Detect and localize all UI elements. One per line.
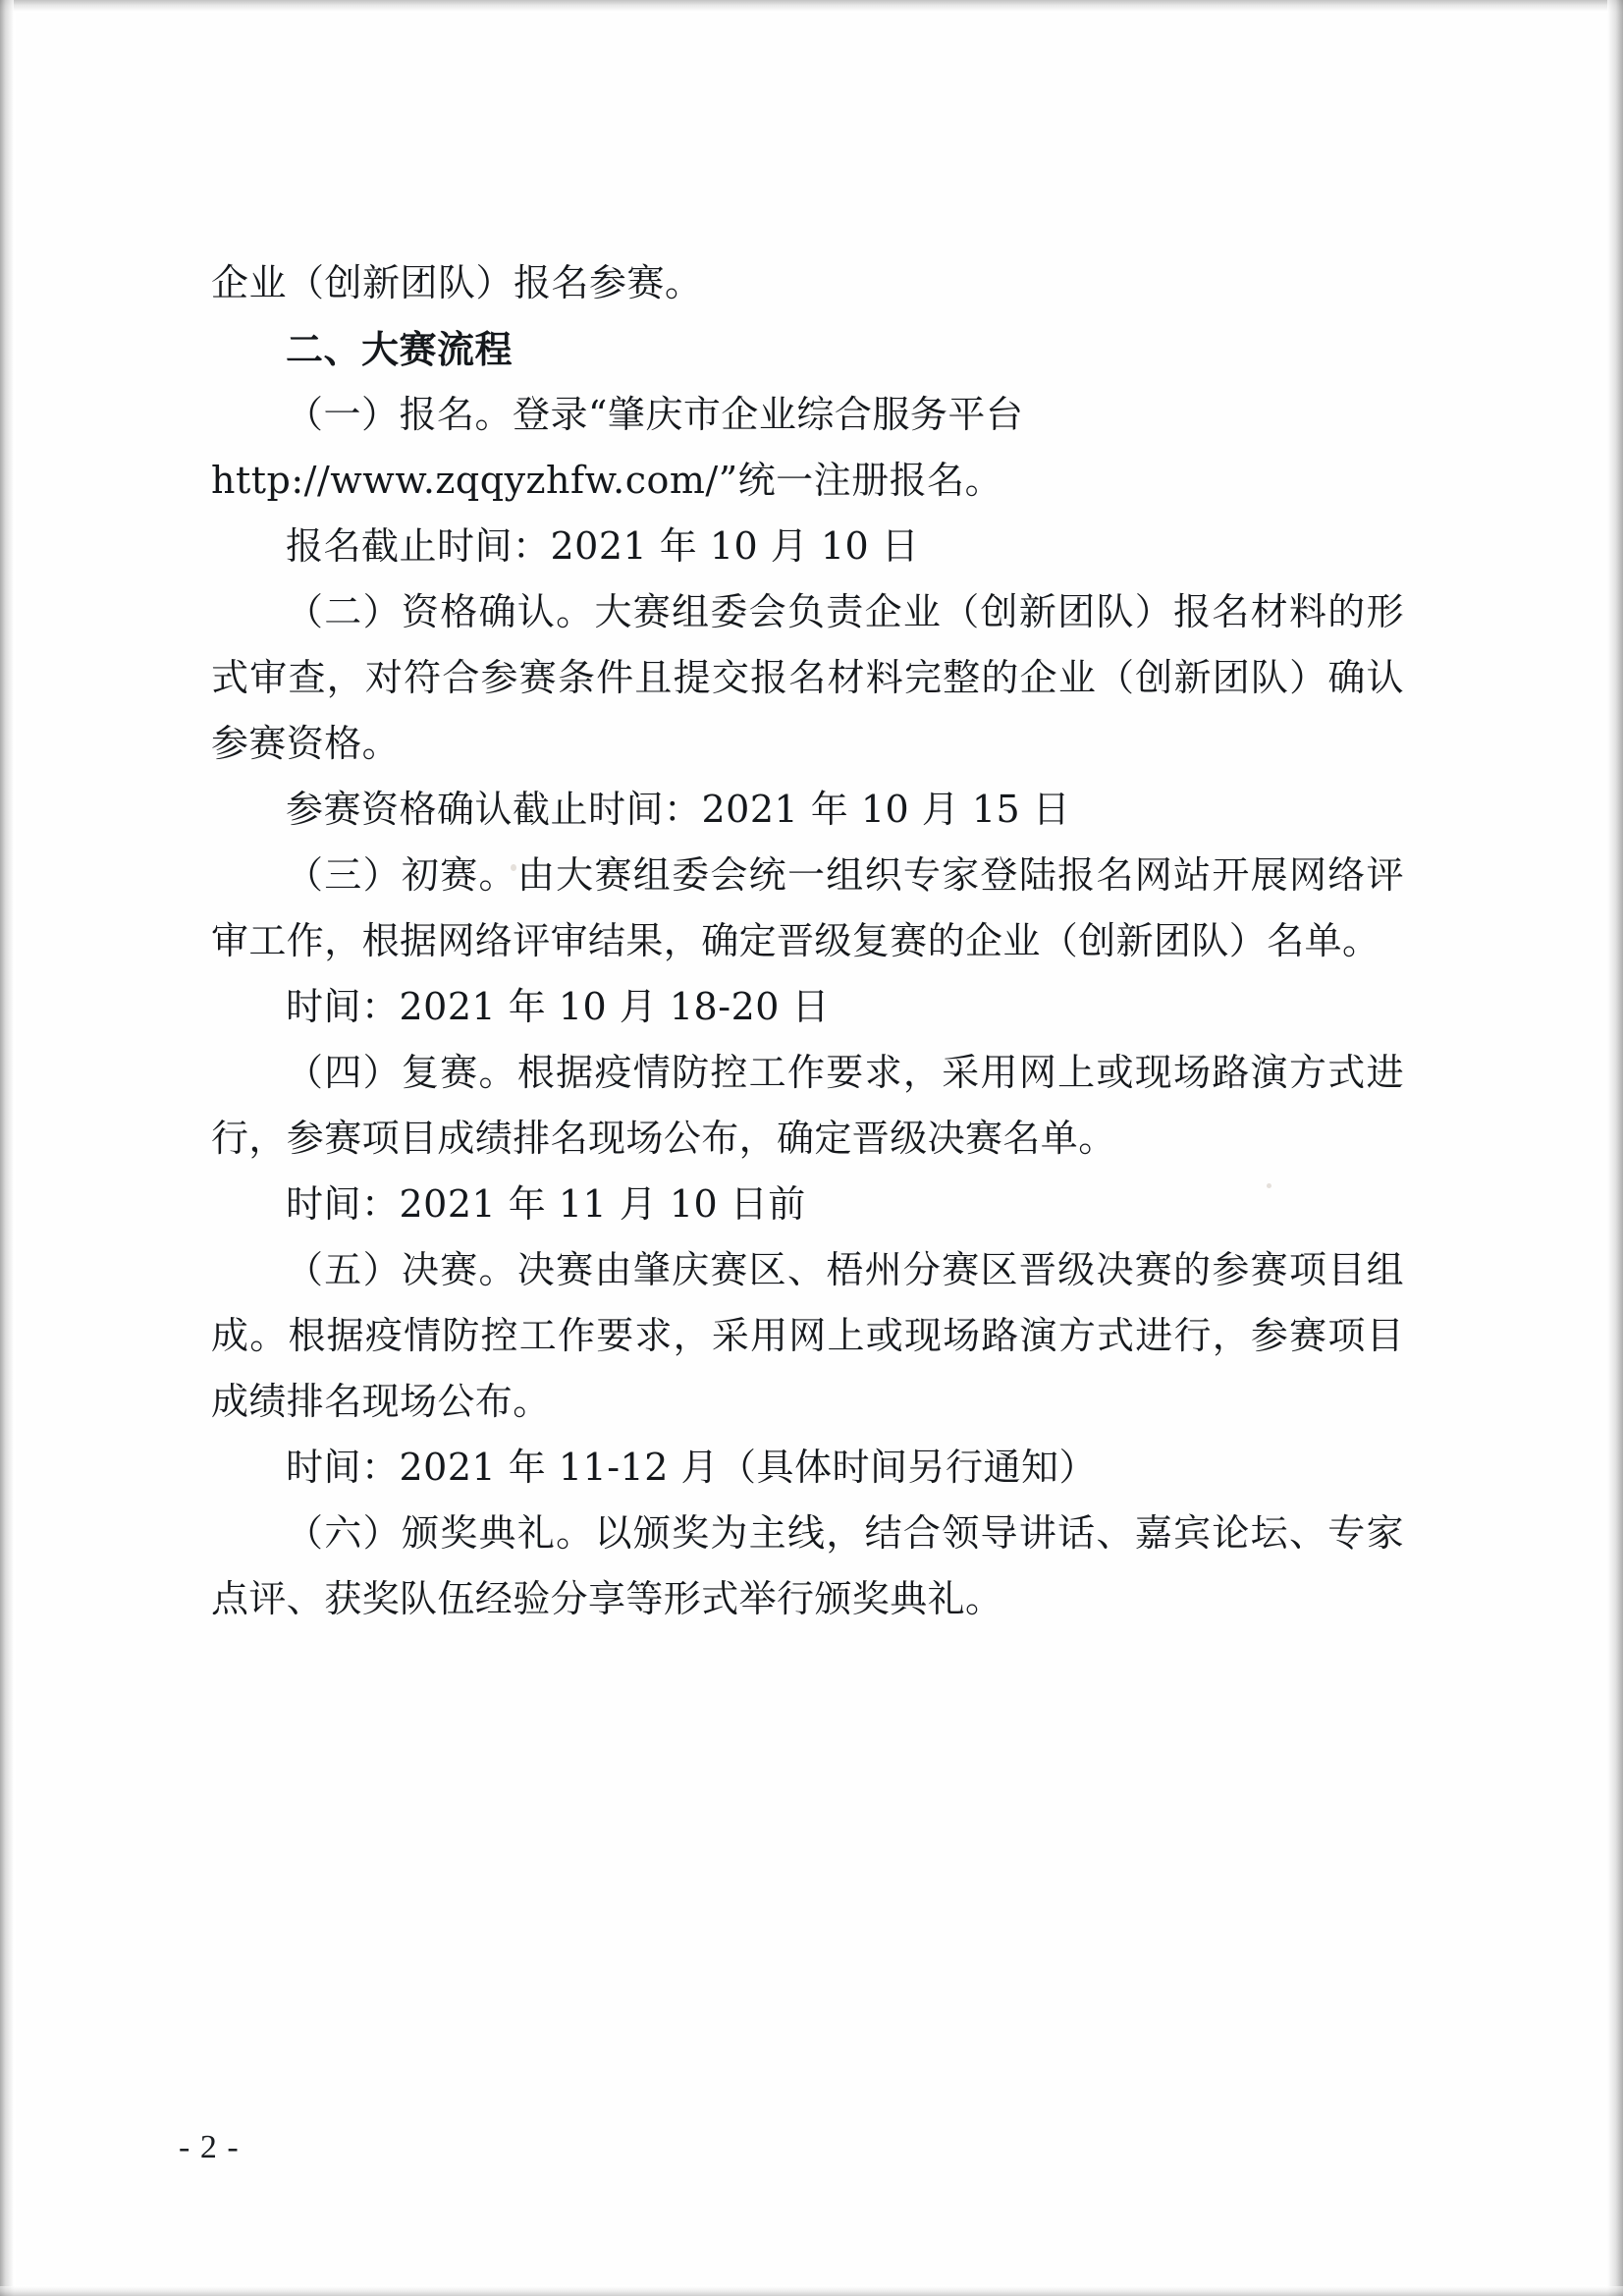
page-number: - 2 - xyxy=(179,2129,240,2165)
scan-edge-top xyxy=(0,0,1623,12)
text-line-registration-deadline: 报名截止时间：2021 年 10 月 10 日 xyxy=(286,524,920,568)
text-line-registration-intro: （一）报名。登录“肇庆市企业综合服务平台 xyxy=(286,393,1024,436)
paragraph-qualification-confirmation: （二）资格确认。大赛组委会负责企业（创新团队）报名材料的形式审查，对符合参赛条件且提交报名材料完整的企业（创新团队）确认参赛资格。 xyxy=(211,590,1404,765)
document-body xyxy=(211,250,1404,1632)
text-line-final-time: 时间：2021 年 11-12 月（具体时间另行通知） xyxy=(286,1446,1097,1489)
scan-edge-left xyxy=(0,0,14,2296)
text-line-qualification-deadline: 参赛资格确认截止时间：2021 年 10 月 15 日 xyxy=(286,788,1071,831)
paragraph-semifinal-round: （四）复赛。根据疫情防控工作要求，采用网上或现场路演方式进行，参赛项目成绩排名现场公布，确定晋级决赛名单。 xyxy=(211,1051,1404,1160)
text-line-registration-url: http://www.zqqyzhfw.com/”统一注册报名。 xyxy=(211,459,1003,502)
text-line-semifinal-time: 时间：2021 年 11 月 10 日前 xyxy=(286,1182,806,1226)
paragraph-final-round: （五）决赛。决赛由肇庆赛区、梧州分赛区晋级决赛的参赛项目组成。根据疫情防控工作要求，采用网上或现场路演方式进行，参赛项目成绩排名现场公布。 xyxy=(211,1248,1404,1423)
text-line-preliminary-time: 时间：2021 年 10 月 18-20 日 xyxy=(286,985,831,1028)
scan-edge-right xyxy=(1607,0,1623,2296)
paragraph-preliminary-round: （三）初赛。由大赛组委会统一组织专家登陆报名网站开展网络评审工作，根据网络评审结果，确定晋级复赛的企业（创新团队）名单。 xyxy=(211,853,1404,962)
paragraph-award-ceremony: （六）颁奖典礼。以颁奖为主线，结合领导讲话、嘉宾论坛、专家点评、获奖队伍经验分享等形式举行颁奖典礼。 xyxy=(211,1511,1404,1620)
text-line-continuation: 企业（创新团队）报名参赛。 xyxy=(211,261,703,304)
scan-edge-bottom xyxy=(0,2286,1623,2296)
section-heading-process: 二、大赛流程 xyxy=(286,327,514,371)
